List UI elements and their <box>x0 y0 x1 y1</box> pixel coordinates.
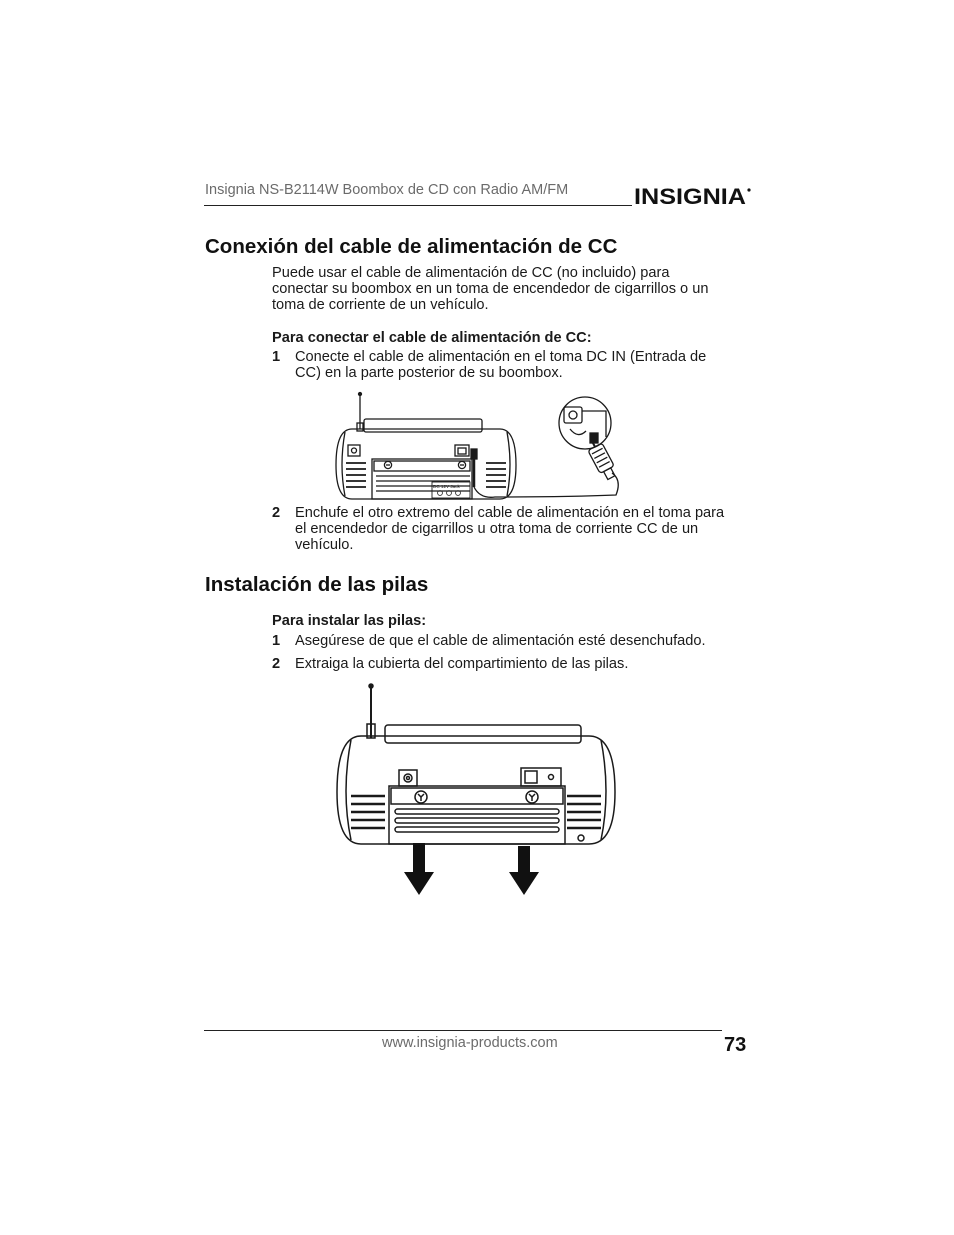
carry-handle <box>385 725 581 743</box>
step-text <box>295 349 706 381</box>
step-line: vehículo. <box>295 537 354 553</box>
intro-paragraph <box>272 265 708 313</box>
intro-line: conectar su boombox en un toma de encendedor de cigarrillos o un <box>272 281 709 297</box>
battery-cover-illustration <box>335 680 625 900</box>
subheading-install: Para instalar las pilas: <box>272 613 427 629</box>
section-heading-dc-cable: Conexión del cable de alimentación de CC <box>205 235 618 258</box>
brand-logo-text: INSIGNIA <box>634 184 747 208</box>
step-number: 1 <box>272 349 281 365</box>
step-line: Extraiga la cubierta del compartimiento de las pilas. <box>295 656 629 672</box>
arrow-down-icon <box>404 843 434 895</box>
step-line: el encendedor de cigarrillos u otra toma de corriente CC de un <box>295 521 699 537</box>
footer-divider <box>204 1030 722 1031</box>
dc-jack-label-text: DC 12V Jack <box>433 484 460 489</box>
carry-handle <box>364 419 482 432</box>
intro-line: Puede usar el cable de alimentación de CC (no incluido) para <box>272 265 670 281</box>
brand-logo <box>634 180 752 208</box>
registered-mark <box>747 188 750 191</box>
step-line: Conecte el cable de alimentación en el toma DC IN (Entrada de <box>295 349 707 365</box>
arrow-down-icon <box>509 846 539 895</box>
step-2-plug <box>272 505 752 555</box>
boombox-body <box>336 429 516 499</box>
step-number: 1 <box>272 633 281 649</box>
step-text <box>295 633 706 649</box>
subheading-connect: Para conectar el cable de alimentación de CC: <box>272 330 592 346</box>
power-cable <box>474 473 618 497</box>
step-number: 2 <box>272 505 281 521</box>
page-number: 73 <box>724 1034 747 1056</box>
step-line: Enchufe el otro extremo del cable de alimentación en el toma para <box>295 505 725 521</box>
step-line: CC) en la parte posterior de su boombox. <box>295 365 563 381</box>
step-1-unplug <box>272 633 752 651</box>
section-heading-batteries: Instalación de las pilas <box>205 573 429 596</box>
footer-url[interactable]: www.insignia-products.com <box>382 1035 558 1051</box>
header-divider <box>204 205 632 206</box>
running-header: Insignia NS-B2114W Boombox de CD con Radio AM/FM <box>205 182 569 198</box>
step-1-connect <box>272 349 752 383</box>
step-number: 2 <box>272 656 281 672</box>
dc-cable-illustration <box>330 385 630 505</box>
step-2-remove-cover <box>272 656 752 674</box>
intro-line: toma de corriente de un vehículo. <box>272 297 489 313</box>
step-text <box>295 505 724 553</box>
step-text <box>295 656 628 672</box>
step-line: Asegúrese de que el cable de alimentación esté desenchufado. <box>295 633 706 649</box>
